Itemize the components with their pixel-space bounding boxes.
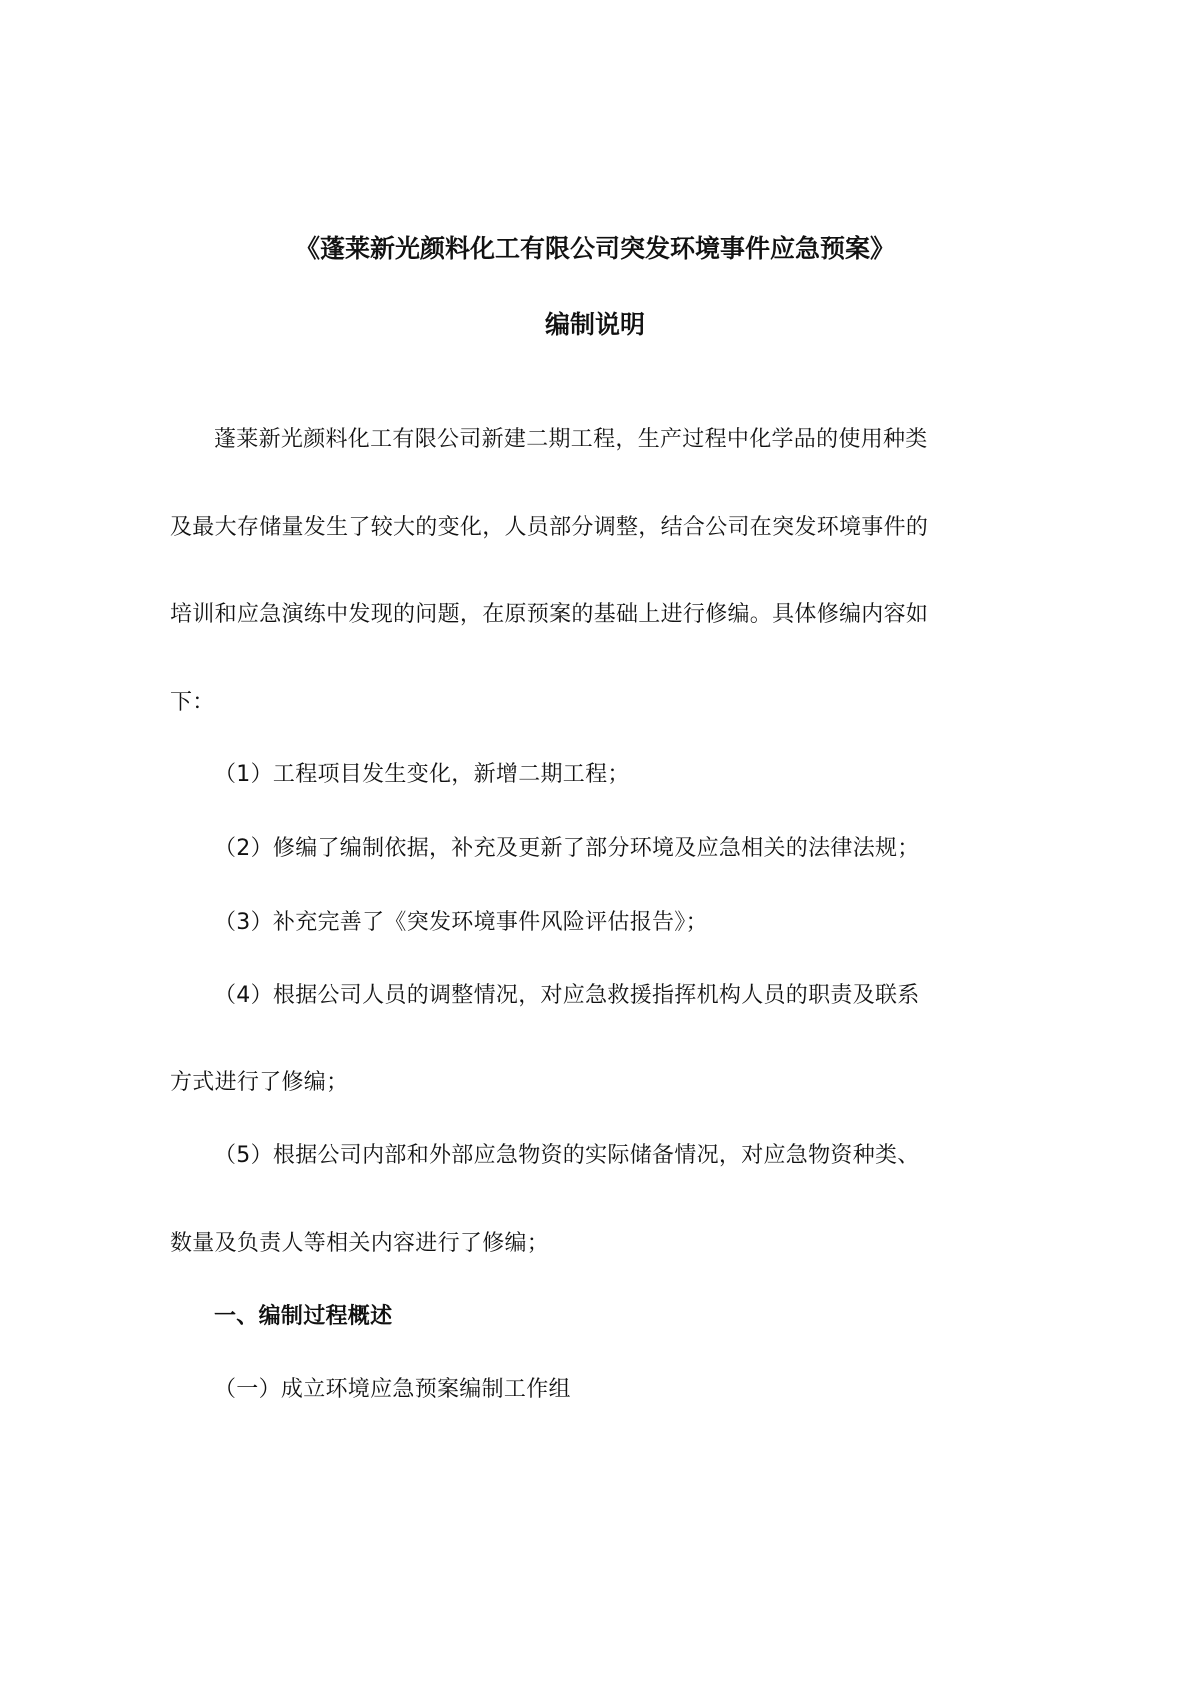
list-item-5: （5）根据公司内部和外部应急物资的实际储备情况，对应急物资种类、: [214, 1143, 920, 1168]
list-item-4: （4）根据公司人员的调整情况，对应急救援指挥机构人员的职责及联系: [214, 983, 920, 1008]
subsection-heading: （一）成立环境应急预案编制工作组: [214, 1377, 571, 1402]
list-item-3: （3）补充完善了《突发环境事件风险评估报告》；: [214, 910, 708, 935]
section-heading: 一、编制过程概述: [214, 1304, 393, 1329]
intro-line-4: 下：: [170, 690, 215, 715]
list-item-4-cont: 方式进行了修编；: [170, 1070, 349, 1095]
document-title: 《蓬莱新光颜料化工有限公司突发环境事件应急预案》: [294, 234, 895, 263]
intro-line-3: 培训和应急演练中发现的问题，在原预案的基础上进行修编。具体修编内容如: [170, 602, 929, 627]
list-item-5-cont: 数量及负责人等相关内容进行了修编；: [170, 1231, 550, 1256]
list-item-1: （1）工程项目发生变化，新增二期工程；: [214, 762, 630, 787]
intro-line-1: 蓬莱新光颜料化工有限公司新建二期工程，生产过程中化学品的使用种类: [214, 427, 928, 452]
document-subtitle: 编制说明: [544, 310, 645, 339]
intro-line-2: 及最大存储量发生了较大的变化，人员部分调整，结合公司在突发环境事件的: [170, 515, 929, 540]
list-item-2: （2）修编了编制依据，补充及更新了部分环境及应急相关的法律法规；: [214, 836, 920, 861]
